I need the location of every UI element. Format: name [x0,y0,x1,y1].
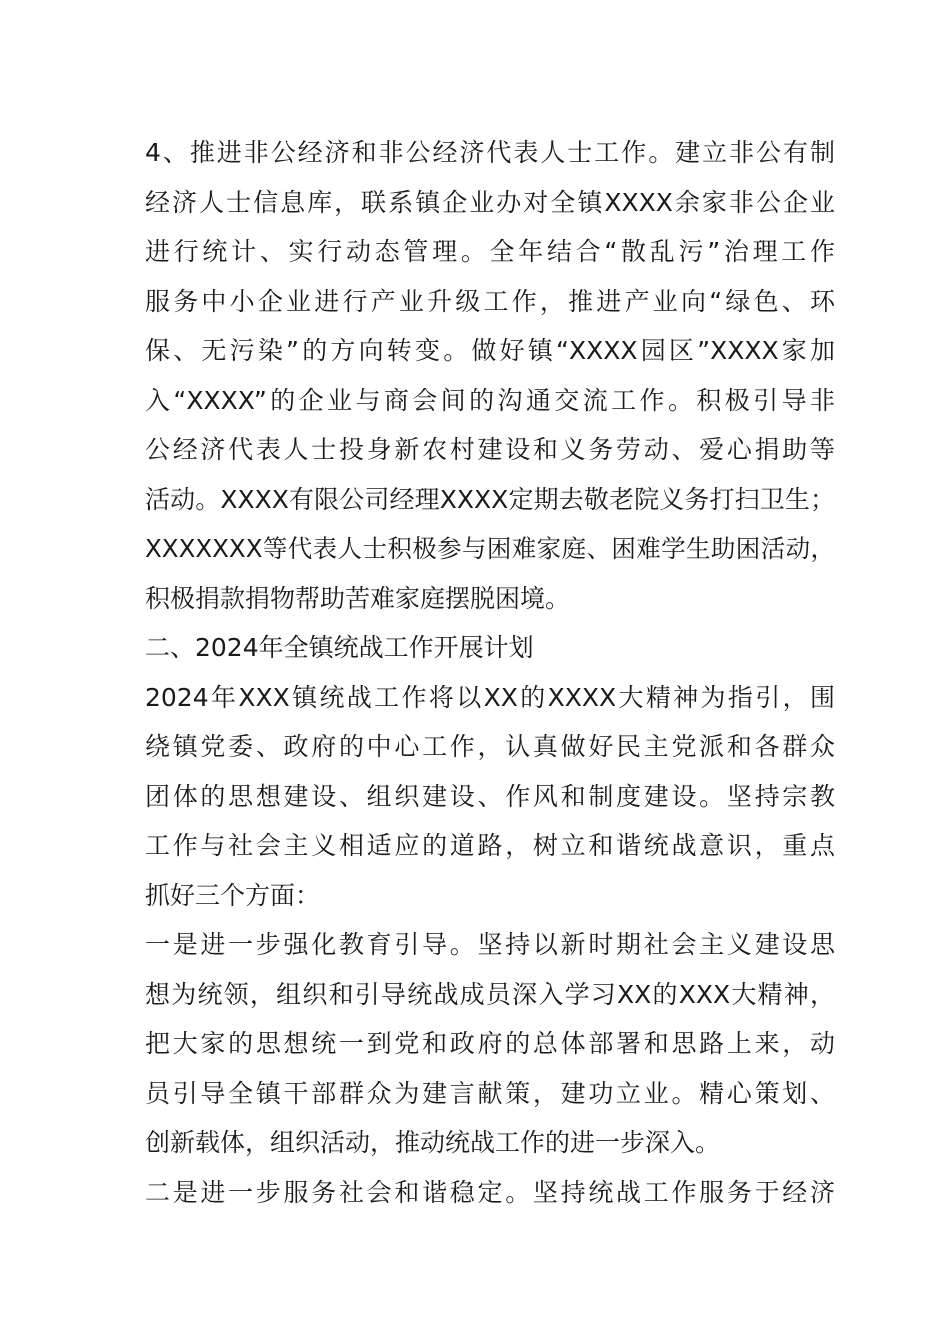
text-line: XXXXXXX等代表人士积极参与困难家庭、困难学生助困活动， [145,534,835,563]
text-line: 工作与社会主义相适应的道路，树立和谐统战意识，重点 [145,831,835,860]
text-line: 二是进一步服务社会和谐稳定。坚持统战工作服务于经济 [145,1177,835,1207]
text-line: 保、无污染”的方向转变。做好镇“XXXX园区”XXXX家加 [145,336,835,365]
text-line: 把大家的思想统一到党和政府的总体部署和思路上来，动 [145,1029,835,1058]
text-line: 团体的思想建设、组织建设、作风和制度建设。坚持宗教 [145,781,835,811]
text-line: 想为统领，组织和引导统战成员深入学习XX的XXX大精神， [145,979,835,1009]
text-line: 4、推进非公经济和非公经济代表人士工作。建立非公有制 [145,138,835,167]
text-line: 服务中小企业进行产业升级工作，推进产业向“绿色、环 [145,286,835,316]
text-line: 入“XXXX”的企业与商会间的沟通交流工作。积极引导非 [145,385,835,415]
text-line: 经济人士信息库，联系镇企业办对全镇XXXX余家非公企业 [145,187,835,217]
text-line: 进行统计、实行动态管理。全年结合“散乱污”治理工作 [145,237,835,266]
text-line: 活动。XXXX有限公司经理XXXX定期去敬老院义务打扫卫生； [145,484,835,514]
text-line: 员引导全镇干部群众为建言献策，建功立业。精心策划、 [145,1078,835,1108]
text-line: 2024年XXX镇统战工作将以XX的XXXX大精神为指引，围 [145,682,835,712]
text-line: 创新载体，组织活动，推动统战工作的进一步深入。 [145,1128,721,1157]
text-line: 积极捐款捐物帮助苦难家庭摆脱困境。 [145,583,571,613]
text-line: 二、2024年全镇统战工作开展计划 [145,633,534,662]
text-line: 一是进一步强化教育引导。坚持以新时期社会主义建设思 [145,930,835,959]
text-line: 公经济代表人士投身新农村建设和义务劳动、爱心捐助等 [145,435,835,464]
document-body [145,128,835,1217]
text-line: 绕镇党委、政府的中心工作，认真做好民主党派和各群众 [145,732,835,761]
text-line: 抓好三个方面： [145,880,321,910]
